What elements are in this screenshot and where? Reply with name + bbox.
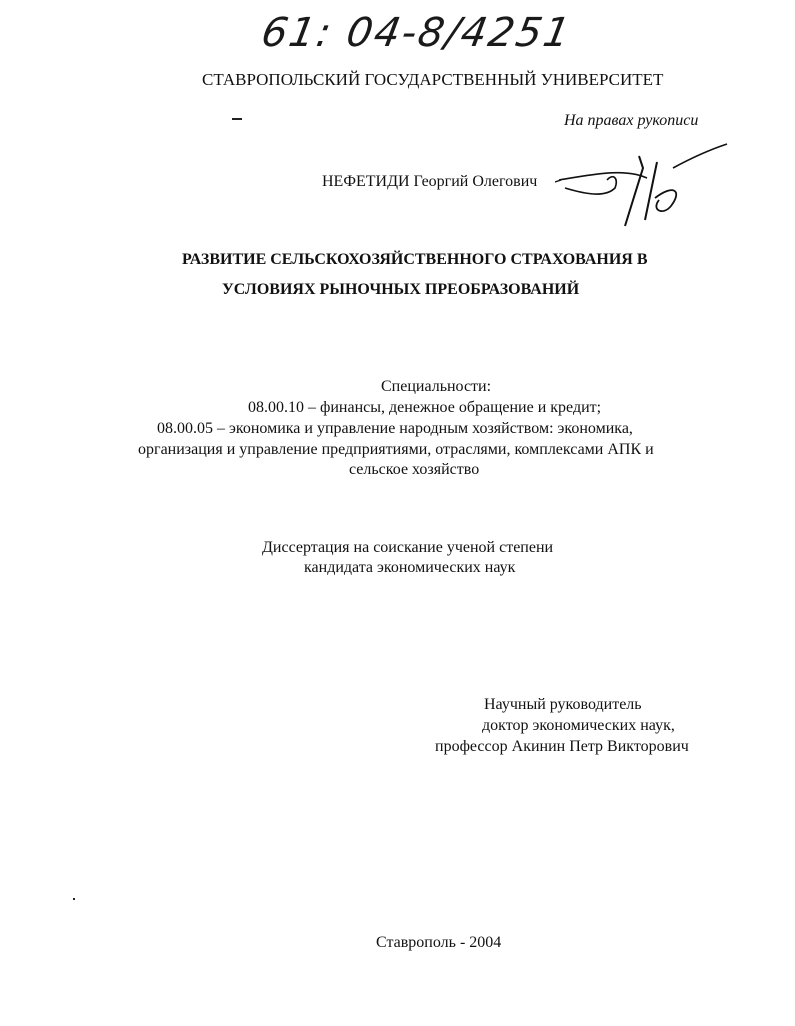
specialty-line: организация и управление предприятиями, отраслями, комплексами АПК и xyxy=(138,441,654,458)
specialty-line: 08.00.05 – экономика и управление народным хозяйством: экономика, xyxy=(157,420,633,437)
specialty-line: 08.00.10 – финансы, денежное обращение и кредит; xyxy=(248,399,602,416)
place-year: Ставрополь - 2004 xyxy=(376,934,502,951)
manuscript-rights-note: На правах рукописи xyxy=(564,112,699,129)
supervisor-line: Научный руководитель xyxy=(484,696,642,713)
signature-image xyxy=(555,138,735,238)
author-name: НЕФЕТИДИ Георгий Олегович xyxy=(322,173,538,190)
handwritten-archive-code: 61: 04-8/4251 xyxy=(257,10,576,56)
specialty-line: сельское хозяйство xyxy=(349,461,480,478)
stray-mark xyxy=(73,898,75,900)
dissertation-title-line-1: РАЗВИТИЕ СЕЛЬСКОХОЗЯЙСТВЕННОГО СТРАХОВАНИЯ В xyxy=(182,251,648,268)
university-name: СТАВРОПОЛЬСКИЙ ГОСУДАРСТВЕННЫЙ УНИВЕРСИТЕТ xyxy=(202,70,664,89)
dissertation-title-line-2: УСЛОВИЯХ РЫНОЧНЫХ ПРЕОБРАЗОВАНИЙ xyxy=(222,281,580,298)
stray-mark xyxy=(232,118,242,120)
supervisor-line: профессор Акинин Петр Викторович xyxy=(435,738,689,755)
degree-line: кандидата экономических наук xyxy=(304,559,516,576)
degree-line: Диссертация на соискание ученой степени xyxy=(262,539,554,556)
specialties-heading: Специальности: xyxy=(381,378,492,395)
supervisor-line: доктор экономических наук, xyxy=(482,717,675,734)
